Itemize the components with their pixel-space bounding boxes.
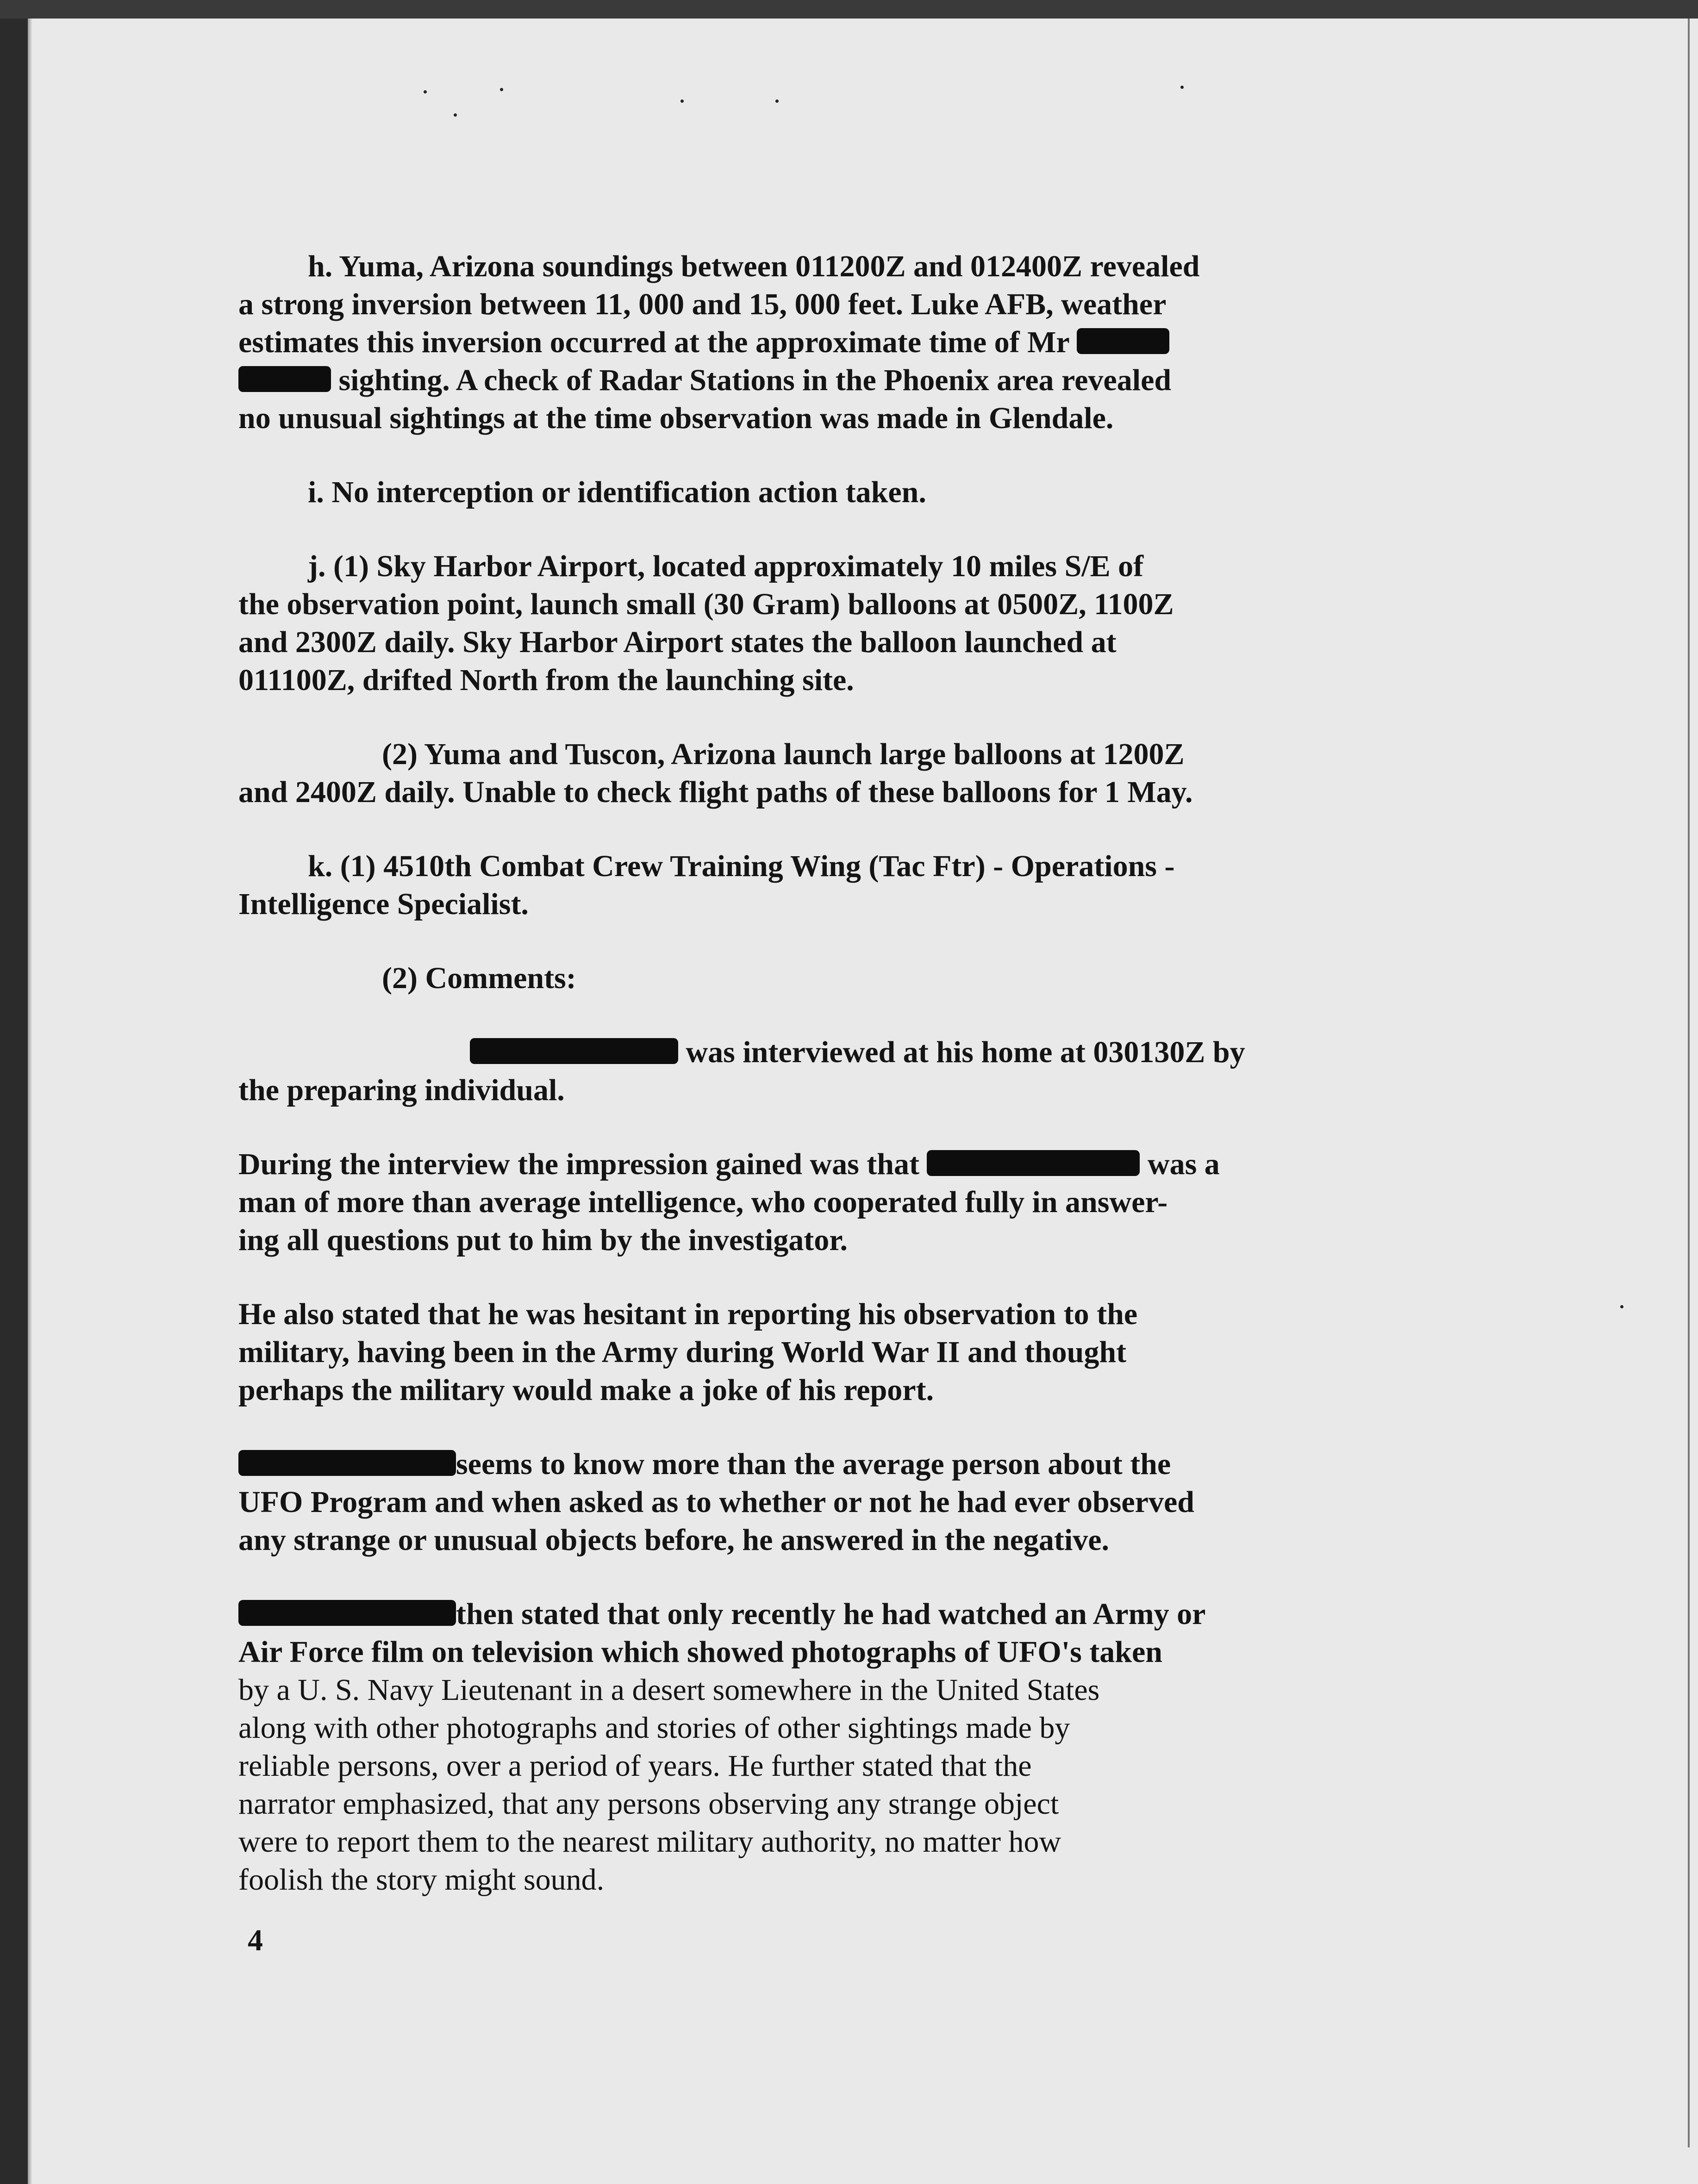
paragraph-seems-line	[238, 1445, 1502, 1483]
scan-speck	[500, 88, 503, 91]
paragraph-seems-line: any strange or unusual objects before, he answered in the negative.	[238, 1523, 1109, 1557]
scan-speck	[454, 113, 457, 117]
paragraph-h-line: a strong inversion between 11, 000 and 15, 000 feet. Luke AFB, weather	[238, 287, 1167, 321]
paragraph-h-line	[238, 324, 1502, 361]
paragraph-hesitant	[238, 1295, 1502, 1409]
paragraph-impression-line: man of more than average intelligence, who cooperated fully in answer-	[238, 1185, 1168, 1219]
scan-frame-top	[0, 0, 1698, 19]
paragraph-interview-line-text: was interviewed at his home at 030130Z by	[686, 1035, 1245, 1069]
paragraph-k2	[238, 959, 1502, 997]
scan-speck	[680, 100, 684, 103]
redaction-mark	[927, 1150, 1140, 1176]
paragraph-k2-line: (2) Comments:	[382, 961, 576, 995]
paragraph-j2	[238, 735, 1502, 811]
paragraph-j2-line: (2) Yuma and Tuscon, Arizona launch large balloons at 1200Z	[382, 737, 1185, 771]
paragraph-hesitant-line: He also stated that he was hesitant in reporting his observation to the	[238, 1297, 1138, 1331]
paragraph-film-line: by a U. S. Navy Lieutenant in a desert somewhere in the United States	[238, 1673, 1100, 1707]
paragraph-seems	[238, 1445, 1502, 1559]
redaction-mark	[1077, 328, 1169, 354]
paragraph-impression-line-text: was a	[1147, 1147, 1220, 1181]
redaction-mark	[238, 1600, 456, 1626]
paragraph-h-line: h. Yuma, Arizona soundings between 011200Z and 012400Z revealed	[308, 249, 1200, 283]
paragraph-hesitant-line: military, having been in the Army during World War II and thought	[238, 1335, 1127, 1369]
redaction-mark	[238, 366, 331, 392]
paragraph-film-line: foolish the story might sound.	[238, 1863, 605, 1897]
page-number: 4	[248, 1923, 263, 1957]
paragraph-film-line: along with other photographs and stories of other sightings made by	[238, 1711, 1070, 1745]
paragraph-i-line: i. No interception or identification action taken.	[308, 475, 926, 509]
paragraph-k1-line: k. (1) 4510th Combat Crew Training Wing (Tac Ftr) - Operations -	[308, 849, 1175, 883]
scan-speck	[775, 100, 779, 103]
paragraph-interview-line	[238, 1033, 1502, 1071]
sheet-left-edge	[28, 19, 32, 2184]
paragraph-j1-line: j. (1) Sky Harbor Airport, located approximately 10 miles S/E of	[308, 549, 1144, 583]
paragraph-film-line: reliable persons, over a period of years. He further stated that the	[238, 1749, 1032, 1783]
sheet-right-edge	[1688, 19, 1690, 2147]
scan-speck	[1180, 86, 1184, 89]
paragraph-film-line: were to report them to the nearest military authority, no matter how	[238, 1825, 1061, 1859]
paragraph-impression	[238, 1145, 1502, 1259]
paragraph-film-line	[238, 1595, 1502, 1633]
paragraph-film-line-text: then stated that only recently he had watched an Army or	[456, 1597, 1206, 1631]
paragraph-j1-line: and 2300Z daily. Sky Harbor Airport states the balloon launched at	[238, 625, 1117, 659]
paragraph-h-line-text: estimates this inversion occurred at the approximate time of Mr	[238, 325, 1069, 359]
paragraph-film-line: narrator emphasized, that any persons observing any strange object	[238, 1787, 1059, 1821]
redaction-mark	[470, 1038, 678, 1064]
paragraph-hesitant-line: perhaps the military would make a joke of his report.	[238, 1373, 934, 1407]
paragraph-seems-line-text: seems to know more than the average person about the	[456, 1447, 1171, 1481]
paragraph-j1-line: 011100Z, drifted North from the launching site.	[238, 663, 854, 697]
paragraph-impression-line: ing all questions put to him by the investigator.	[238, 1223, 848, 1257]
document-body	[238, 248, 1502, 1935]
paragraph-interview	[238, 1033, 1502, 1109]
paragraph-film-line: Air Force film on television which showed photographs of UFO's taken	[238, 1635, 1162, 1669]
paragraph-j1-line: the observation point, launch small (30 Gram) balloons at 0500Z, 1100Z	[238, 587, 1174, 621]
paragraph-interview-line: the preparing individual.	[238, 1073, 565, 1107]
paragraph-i	[238, 473, 1502, 511]
paragraph-j1	[238, 548, 1502, 699]
redaction-mark	[238, 1450, 456, 1476]
paragraph-h-line-text: sighting. A check of Radar Stations in the Phoenix area revealed	[338, 363, 1172, 397]
paragraph-h-line	[238, 361, 1502, 399]
scan-speck	[1620, 1305, 1623, 1308]
paragraph-film	[238, 1595, 1502, 1899]
paragraph-h-line: no unusual sightings at the time observation was made in Glendale.	[238, 401, 1114, 435]
paragraph-impression-line-text: During the interview the impression gained was that	[238, 1147, 919, 1181]
paragraph-seems-line: UFO Program and when asked as to whether or not he had ever observed	[238, 1485, 1194, 1519]
paragraph-impression-line	[238, 1145, 1502, 1183]
paragraph-j2-line: and 2400Z daily. Unable to check flight paths of these balloons for 1 May.	[238, 775, 1193, 809]
scan-speck	[424, 90, 427, 93]
paragraph-k1-line: Intelligence Specialist.	[238, 887, 529, 921]
paragraph-k1	[238, 847, 1502, 923]
paragraph-h	[238, 248, 1502, 437]
